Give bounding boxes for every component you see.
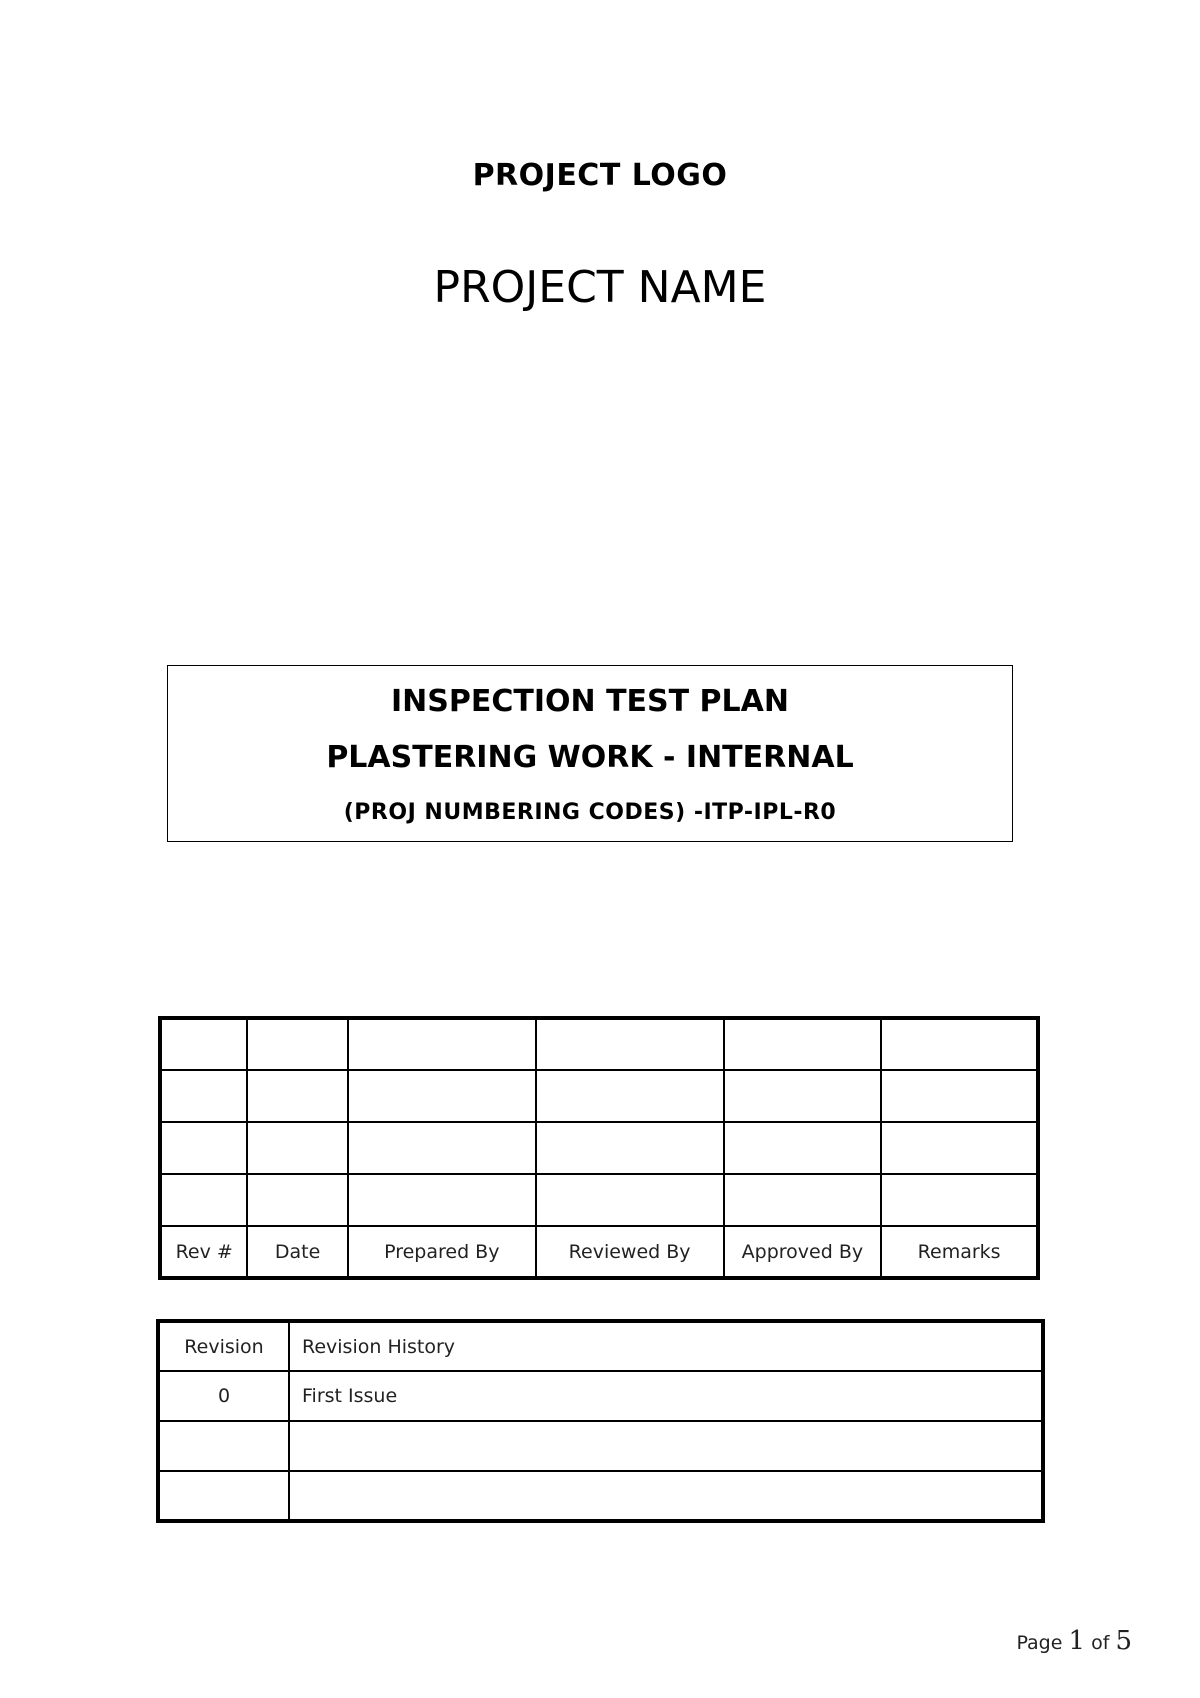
table-cell [247, 1018, 347, 1070]
revision-number-cell [158, 1471, 289, 1521]
table-row [160, 1070, 1038, 1122]
table-row [160, 1174, 1038, 1226]
document-subtitle: PLASTERING WORK - INTERNAL [326, 740, 854, 775]
table-row [158, 1471, 1043, 1521]
remarks-header: Remarks [881, 1226, 1038, 1278]
table-row [160, 1018, 1038, 1070]
project-name: PROJECT NAME [433, 262, 767, 313]
rev-number-header: Rev # [160, 1226, 247, 1278]
page-label: Page [1016, 1632, 1063, 1654]
revision-signoff-table [158, 1016, 1040, 1280]
table-cell [160, 1070, 247, 1122]
table-cell [348, 1174, 536, 1226]
header-row [160, 1226, 1038, 1278]
table-cell [348, 1122, 536, 1174]
table-cell [881, 1070, 1038, 1122]
prepared-by-header: Prepared By [348, 1226, 536, 1278]
table-cell [881, 1174, 1038, 1226]
table-cell [348, 1070, 536, 1122]
table-row [158, 1421, 1043, 1471]
table-cell [247, 1070, 347, 1122]
page-current: 1 [1068, 1626, 1086, 1656]
table-cell [536, 1070, 724, 1122]
revision-number-cell [158, 1421, 289, 1471]
table-row [160, 1122, 1038, 1174]
revision-description-cell: First Issue [289, 1371, 1043, 1421]
table-cell [536, 1174, 724, 1226]
header-row [158, 1321, 1043, 1371]
table-cell [724, 1174, 882, 1226]
revision-history-header: Revision History [289, 1321, 1043, 1371]
reviewed-by-header: Reviewed By [536, 1226, 724, 1278]
project-logo-placeholder: PROJECT LOGO [472, 158, 728, 193]
table-cell [536, 1018, 724, 1070]
date-header: Date [247, 1226, 347, 1278]
table-cell [247, 1174, 347, 1226]
table-cell [348, 1018, 536, 1070]
page-number [1016, 1626, 1132, 1656]
table-cell [160, 1018, 247, 1070]
table-cell [724, 1018, 882, 1070]
revision-number-cell: 0 [158, 1371, 289, 1421]
document-title-box [167, 665, 1013, 842]
revision-description-cell [289, 1421, 1043, 1471]
table-cell [247, 1122, 347, 1174]
table-cell [160, 1122, 247, 1174]
revision-history-table [156, 1319, 1045, 1523]
document-code: (PROJ NUMBERING CODES) -ITP-IPL-R0 [343, 800, 837, 825]
table-cell [881, 1018, 1038, 1070]
table-row [158, 1371, 1043, 1421]
document-title: INSPECTION TEST PLAN [391, 684, 789, 719]
table-cell [724, 1070, 882, 1122]
of-label: of [1091, 1632, 1110, 1654]
revision-header: Revision [158, 1321, 289, 1371]
table-cell [724, 1122, 882, 1174]
page-total: 5 [1115, 1626, 1132, 1656]
approved-by-header: Approved By [724, 1226, 882, 1278]
table-cell [160, 1174, 247, 1226]
table-cell [881, 1122, 1038, 1174]
table-cell [536, 1122, 724, 1174]
revision-description-cell [289, 1471, 1043, 1521]
